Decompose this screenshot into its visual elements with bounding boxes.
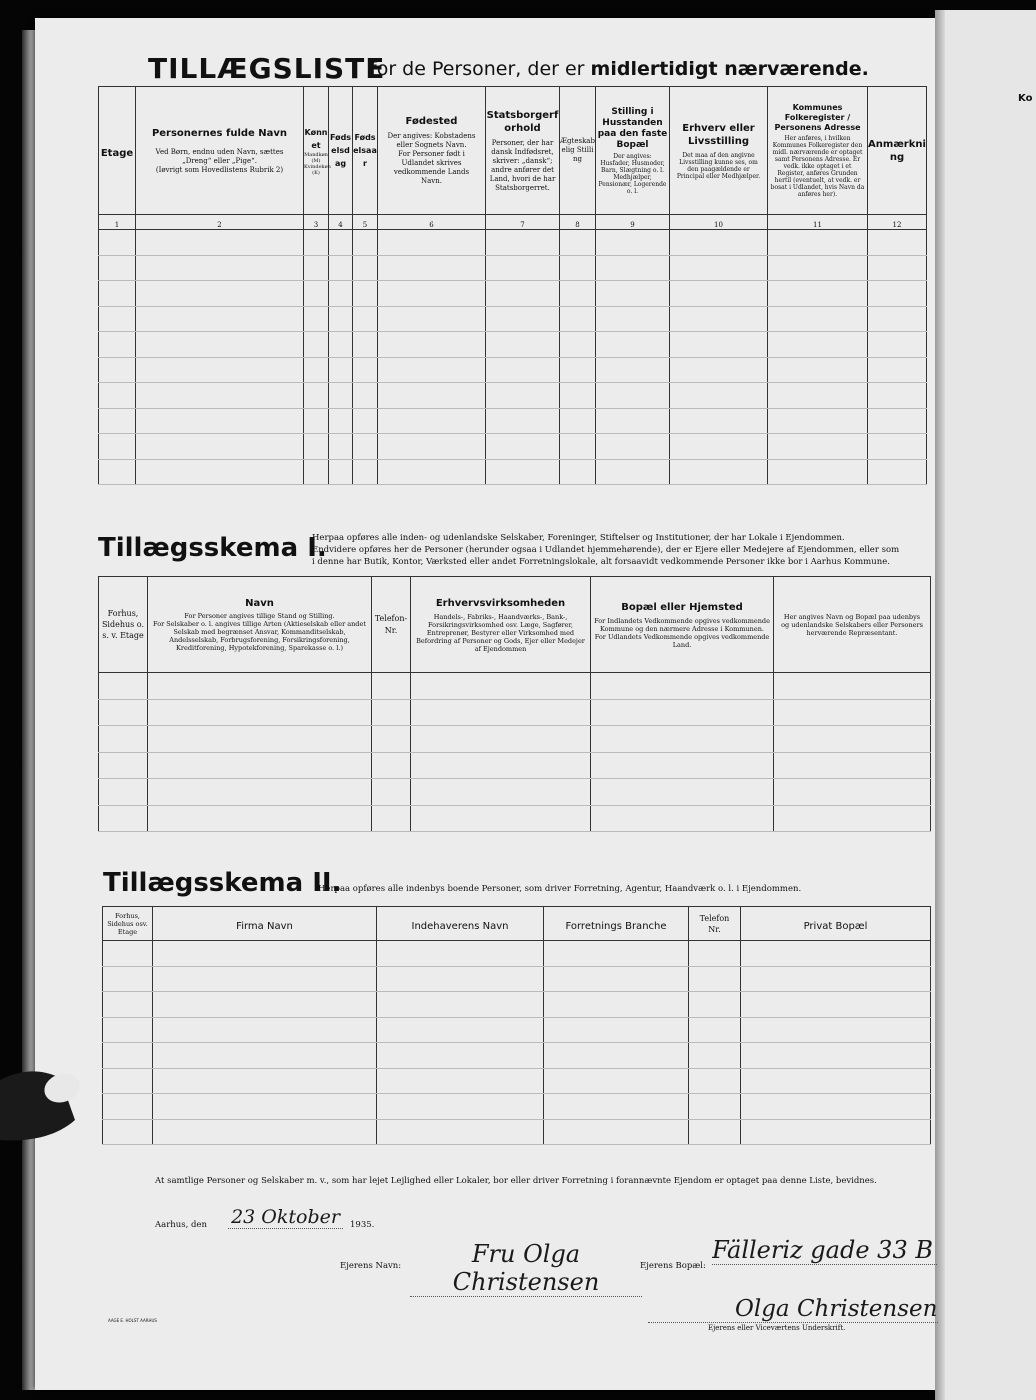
table-cell[interactable] xyxy=(153,966,377,992)
table-cell[interactable] xyxy=(544,941,689,967)
table-cell[interactable] xyxy=(486,230,560,256)
table-cell[interactable] xyxy=(99,726,148,753)
table-cell[interactable] xyxy=(304,306,329,332)
table-cell[interactable] xyxy=(560,459,596,485)
table-cell[interactable] xyxy=(596,459,670,485)
table-cell[interactable] xyxy=(372,805,411,832)
table-cell[interactable] xyxy=(99,459,136,485)
table-cell[interactable] xyxy=(596,357,670,383)
table-cell[interactable] xyxy=(411,699,591,726)
table-cell[interactable] xyxy=(689,992,741,1018)
table-cell[interactable] xyxy=(591,779,774,806)
table-cell[interactable] xyxy=(741,1094,931,1120)
table-cell[interactable] xyxy=(377,1043,544,1069)
table-row[interactable] xyxy=(99,357,927,383)
table-cell[interactable] xyxy=(103,966,153,992)
table-cell[interactable] xyxy=(304,255,329,281)
table-row[interactable] xyxy=(99,673,931,700)
table-cell[interactable] xyxy=(689,941,741,967)
table-cell[interactable] xyxy=(596,383,670,409)
table-cell[interactable] xyxy=(136,459,304,485)
table-cell[interactable] xyxy=(689,1094,741,1120)
table-cell[interactable] xyxy=(768,459,868,485)
list-title: TILLÆGSLISTE xyxy=(148,52,386,85)
table-row[interactable] xyxy=(99,752,931,779)
table-cell[interactable] xyxy=(378,255,486,281)
table-cell[interactable] xyxy=(774,726,931,753)
col-remark: Anmærkning xyxy=(868,87,927,215)
table-cell[interactable] xyxy=(103,1043,153,1069)
table-cell[interactable] xyxy=(99,306,136,332)
table-cell[interactable] xyxy=(560,255,596,281)
table-cell[interactable] xyxy=(544,1119,689,1145)
table-cell[interactable] xyxy=(329,281,353,307)
table-cell[interactable] xyxy=(544,1017,689,1043)
table-cell[interactable] xyxy=(136,281,304,307)
table-cell[interactable] xyxy=(741,1119,931,1145)
table-cell[interactable] xyxy=(560,408,596,434)
table-cell[interactable] xyxy=(353,230,378,256)
table-cell[interactable] xyxy=(670,434,768,460)
table-cell[interactable] xyxy=(560,434,596,460)
table-cell[interactable] xyxy=(99,281,136,307)
table-cell[interactable] xyxy=(304,459,329,485)
table-cell[interactable] xyxy=(353,408,378,434)
table-cell[interactable] xyxy=(378,383,486,409)
table-cell[interactable] xyxy=(868,230,927,256)
table-row[interactable] xyxy=(99,383,927,409)
table-cell[interactable] xyxy=(103,1017,153,1043)
table-cell[interactable] xyxy=(136,255,304,281)
table-cell[interactable] xyxy=(544,1094,689,1120)
place-label: Aarhus, den xyxy=(155,1220,207,1230)
s2-col-etage: Forhus, Sidehus osv. Etage xyxy=(103,907,153,941)
s2-col-branch: Forretnings Branche xyxy=(544,907,689,941)
table-cell[interactable] xyxy=(411,752,591,779)
table-cell[interactable] xyxy=(741,1068,931,1094)
table-cell[interactable] xyxy=(411,805,591,832)
table-cell[interactable] xyxy=(99,383,136,409)
table-cell[interactable] xyxy=(868,383,927,409)
table-cell[interactable] xyxy=(329,332,353,358)
certification-statement: At samtlige Personer og Selskaber m. v., som har lejet Lejlighed eller Lokaler, bor eller driver Forretning i forannævnte Ejendom er optaget paa denne Liste, bevidnes. xyxy=(155,1176,877,1186)
table-cell[interactable] xyxy=(560,230,596,256)
table-cell[interactable] xyxy=(329,230,353,256)
table-cell[interactable] xyxy=(372,779,411,806)
binder-clip-icon xyxy=(0,1060,95,1150)
table-cell[interactable] xyxy=(103,1119,153,1145)
table-cell[interactable] xyxy=(560,383,596,409)
table-cell[interactable] xyxy=(99,673,148,700)
table-row[interactable] xyxy=(99,230,927,256)
signature: Olga Christensen xyxy=(735,1296,938,1322)
schema2-description: Herpaa opføres alle indenbys boende Personer, som driver Forretning, Agentur, Haandværk o. l. i Ejendommen. xyxy=(318,884,802,894)
table-cell[interactable] xyxy=(153,1094,377,1120)
table-row[interactable] xyxy=(103,966,931,992)
table-cell[interactable] xyxy=(486,357,560,383)
table-cell[interactable] xyxy=(136,408,304,434)
table-cell[interactable] xyxy=(378,408,486,434)
table-cell[interactable] xyxy=(136,383,304,409)
book-spine xyxy=(935,10,945,1400)
signature-line xyxy=(648,1322,938,1323)
table-cell[interactable] xyxy=(411,673,591,700)
table-cell[interactable] xyxy=(103,941,153,967)
table-cell[interactable] xyxy=(136,230,304,256)
table-cell[interactable] xyxy=(353,459,378,485)
table-cell[interactable] xyxy=(591,726,774,753)
table-cell[interactable] xyxy=(304,357,329,383)
table-row[interactable] xyxy=(99,805,931,832)
table-cell[interactable] xyxy=(596,306,670,332)
table-row[interactable] xyxy=(103,992,931,1018)
schema1-description: Herpaa opføres alle inden- og udenlandske Selskaber, Foreninger, Stiftelser og Institutioner, der har Lokale i Ejendommen. Endvidere opføres her de Personer (herunder ogsaa i Udlandet hjemmehørende), der er Ejere eller Medejere af Ejendommen, eller som i denne har Butik, Kontor, Værksted eller andet Forretningslokale, alt forsaavidt vedkommende Personer ikke bor i Aarhus Kommune. xyxy=(312,533,900,567)
table-cell[interactable] xyxy=(377,992,544,1018)
table-cell[interactable] xyxy=(377,1119,544,1145)
table-row[interactable] xyxy=(99,281,927,307)
table-cell[interactable] xyxy=(670,255,768,281)
table-cell[interactable] xyxy=(768,332,868,358)
table-row[interactable] xyxy=(103,941,931,967)
date-handwritten: 23 Oktober xyxy=(228,1206,343,1229)
table-cell[interactable] xyxy=(868,281,927,307)
s1-col-residence: Bopæl eller Hjemsted For Indlandets Vedkommende opgives vedkommende Kommune og den nærmere Adresse i Kommunen. For Udlandets Vedkommende opgives vedkommende Land. xyxy=(591,577,774,673)
table-cell[interactable] xyxy=(768,357,868,383)
table-cell[interactable] xyxy=(353,306,378,332)
table-cell[interactable] xyxy=(486,459,560,485)
table-cell[interactable] xyxy=(372,752,411,779)
table-cell[interactable] xyxy=(153,1119,377,1145)
table-cell[interactable] xyxy=(670,459,768,485)
s2-col-owner: Indehaverens Navn xyxy=(377,907,544,941)
table-cell[interactable] xyxy=(329,357,353,383)
table-cell[interactable] xyxy=(353,357,378,383)
table-cell[interactable] xyxy=(670,383,768,409)
table-cell[interactable] xyxy=(768,383,868,409)
table-cell[interactable] xyxy=(768,255,868,281)
table-cell[interactable] xyxy=(774,673,931,700)
table-row[interactable] xyxy=(99,408,927,434)
table-cell[interactable] xyxy=(99,357,136,383)
table-cell[interactable] xyxy=(377,966,544,992)
table-cell[interactable] xyxy=(560,306,596,332)
table-row[interactable] xyxy=(99,779,931,806)
year-label: 1935. xyxy=(350,1220,375,1230)
table-cell[interactable] xyxy=(868,408,927,434)
table-cell[interactable] xyxy=(670,306,768,332)
table-cell[interactable] xyxy=(868,255,927,281)
owner-name-label: Ejerens Navn: xyxy=(340,1261,402,1271)
table-cell[interactable] xyxy=(148,726,372,753)
table-cell[interactable] xyxy=(99,408,136,434)
table-cell[interactable] xyxy=(378,230,486,256)
table-cell[interactable] xyxy=(544,1068,689,1094)
table-cell[interactable] xyxy=(378,434,486,460)
table-cell[interactable] xyxy=(591,673,774,700)
table-cell[interactable] xyxy=(329,383,353,409)
table-cell[interactable] xyxy=(544,966,689,992)
table-cell[interactable] xyxy=(596,434,670,460)
table-row[interactable] xyxy=(103,1068,931,1094)
table-cell[interactable] xyxy=(304,230,329,256)
table-cell[interactable] xyxy=(329,434,353,460)
table-cell[interactable] xyxy=(377,941,544,967)
col-birthyear: Fødselsaar xyxy=(353,87,378,215)
table-cell[interactable] xyxy=(670,332,768,358)
table-cell[interactable] xyxy=(741,1017,931,1043)
table-cell[interactable] xyxy=(148,673,372,700)
table-cell[interactable] xyxy=(486,408,560,434)
main-list-table xyxy=(98,86,927,485)
schema2-body xyxy=(103,941,931,1145)
table-cell[interactable] xyxy=(103,1094,153,1120)
table-cell[interactable] xyxy=(99,779,148,806)
owner-name: Fru Olga Christensen xyxy=(410,1240,642,1297)
table-cell[interactable] xyxy=(486,383,560,409)
signature-label: Ejerens eller Viceværtens Underskrift. xyxy=(708,1324,846,1332)
table-cell[interactable] xyxy=(329,408,353,434)
table-cell[interactable] xyxy=(136,434,304,460)
table-cell[interactable] xyxy=(153,1017,377,1043)
owner-address-label: Ejerens Bopæl: xyxy=(640,1261,706,1271)
table-cell[interactable] xyxy=(741,1043,931,1069)
table-cell[interactable] xyxy=(741,992,931,1018)
table-row[interactable] xyxy=(99,699,931,726)
table-cell[interactable] xyxy=(153,992,377,1018)
table-cell[interactable] xyxy=(560,357,596,383)
main-header-row xyxy=(99,87,927,215)
s1-col-business: Erhvervsvirksomheden Handels-, Fabriks-, Haandværks-, Bank-, Forsikringsvirksomhed osv. Læge, Sagfører, Entreprenør, Bestyrer eller Virksomhed med Befordring af Personer og Gods, Ejer eller Medejer af Ejendommen xyxy=(411,577,591,673)
table-cell[interactable] xyxy=(768,408,868,434)
table-row[interactable] xyxy=(99,434,927,460)
table-cell[interactable] xyxy=(353,383,378,409)
table-cell[interactable] xyxy=(591,805,774,832)
table-cell[interactable] xyxy=(372,726,411,753)
table-cell[interactable] xyxy=(689,1017,741,1043)
table-cell[interactable] xyxy=(136,357,304,383)
schema1-table xyxy=(98,576,931,832)
table-cell[interactable] xyxy=(741,966,931,992)
table-cell[interactable] xyxy=(411,779,591,806)
col-name: Personernes fulde Navn Ved Børn, endnu uden Navn, sættes „Dreng“ eller „Pige“. (Iøvrigt som Hovedlistens Rubrik 2) xyxy=(136,87,304,215)
table-cell[interactable] xyxy=(868,434,927,460)
table-cell[interactable] xyxy=(768,306,868,332)
table-cell[interactable] xyxy=(103,1068,153,1094)
table-cell[interactable] xyxy=(148,752,372,779)
table-cell[interactable] xyxy=(868,332,927,358)
table-cell[interactable] xyxy=(377,1094,544,1120)
printer-imprint: AAGE E. HOLST AARHUS xyxy=(108,1318,157,1323)
table-cell[interactable] xyxy=(353,281,378,307)
table-cell[interactable] xyxy=(378,281,486,307)
table-cell[interactable] xyxy=(353,434,378,460)
table-cell[interactable] xyxy=(411,726,591,753)
table-cell[interactable] xyxy=(153,1068,377,1094)
table-cell[interactable] xyxy=(768,434,868,460)
s2-col-phone: Telefon Nr. xyxy=(689,907,741,941)
table-cell[interactable] xyxy=(377,1068,544,1094)
table-cell[interactable] xyxy=(148,699,372,726)
table-cell[interactable] xyxy=(560,281,596,307)
table-row[interactable] xyxy=(103,1043,931,1069)
list-subtitle: for de Personer, der er midlertidigt nærværende. xyxy=(370,58,869,80)
col-household: Stilling i Husstanden paa den faste Bopæl Der angives: Husfader, Husmoder, Barn, Slægtning o. l. Medhjælper, Pensionær, Logerende o. l. xyxy=(596,87,670,215)
table-cell[interactable] xyxy=(378,332,486,358)
table-row[interactable] xyxy=(103,1017,931,1043)
table-cell[interactable] xyxy=(774,805,931,832)
table-cell[interactable] xyxy=(377,1017,544,1043)
s1-col-representative: Her angives Navn og Bopæl paa udenbys og udenlandske Selskabers eller Personers herværende Repræsentant. xyxy=(774,577,931,673)
table-cell[interactable] xyxy=(591,752,774,779)
table-cell[interactable] xyxy=(378,459,486,485)
col-birthplace: Fødested Der angives: Kobstadens eller Sognets Navn. For Personer født i Udlandet skrives vedkommende Lands Navn. xyxy=(378,87,486,215)
table-row[interactable] xyxy=(99,255,927,281)
table-cell[interactable] xyxy=(486,255,560,281)
schema1-title: Tillægsskema I. xyxy=(98,533,327,563)
table-cell[interactable] xyxy=(560,332,596,358)
table-cell[interactable] xyxy=(378,357,486,383)
schema1-body xyxy=(99,673,931,832)
table-cell[interactable] xyxy=(99,699,148,726)
main-list-body xyxy=(99,230,927,485)
table-row[interactable] xyxy=(103,1094,931,1120)
table-cell[interactable] xyxy=(768,230,868,256)
table-cell[interactable] xyxy=(353,255,378,281)
s2-col-private-address: Privat Bopæl xyxy=(741,907,931,941)
s1-col-etage: Forhus, Sidehus o. s. v. Etage xyxy=(99,577,148,673)
col-birthday: Fødselsdag xyxy=(329,87,353,215)
table-cell[interactable] xyxy=(868,357,927,383)
table-cell[interactable] xyxy=(591,699,774,726)
schema2-table xyxy=(102,906,931,1145)
table-cell[interactable] xyxy=(136,306,304,332)
table-cell[interactable] xyxy=(768,281,868,307)
schema2-title: Tillægsskema II. xyxy=(103,868,342,898)
table-row[interactable] xyxy=(99,306,927,332)
table-cell[interactable] xyxy=(774,699,931,726)
table-cell[interactable] xyxy=(689,1068,741,1094)
table-cell[interactable] xyxy=(99,805,148,832)
table-cell[interactable] xyxy=(544,992,689,1018)
table-cell[interactable] xyxy=(99,752,148,779)
table-cell[interactable] xyxy=(304,408,329,434)
table-cell[interactable] xyxy=(148,779,372,806)
col-etage: Etage xyxy=(99,87,136,215)
table-cell[interactable] xyxy=(136,332,304,358)
table-cell[interactable] xyxy=(372,673,411,700)
col-registry: Kommunes Folkeregister / Personens Adresse Her anføres, i hvilken Kommunes Folkeregister den midl. nærværende er optaget samt Personens Adresse. Er vedk. ikke optaget i et Register, anføres Grunden hertil (eventuelt, at vedk. er bosat i Udlandet, hvis Navn da anføres her). xyxy=(768,87,868,215)
table-cell[interactable] xyxy=(353,332,378,358)
table-cell[interactable] xyxy=(868,306,927,332)
table-cell[interactable] xyxy=(596,230,670,256)
table-cell[interactable] xyxy=(329,459,353,485)
s2-col-firm: Firma Navn xyxy=(153,907,377,941)
table-cell[interactable] xyxy=(304,281,329,307)
col-occupation: Erhverv eller Livsstilling Det maa af den angivne Livsstilling kunne ses, om den paagældende er Principal eller Medhjælper. xyxy=(670,87,768,215)
schema2-header-row xyxy=(103,907,931,941)
page-left-edge xyxy=(22,30,36,1390)
next-page xyxy=(945,10,1036,1400)
table-cell[interactable] xyxy=(329,306,353,332)
table-cell[interactable] xyxy=(670,408,768,434)
table-cell[interactable] xyxy=(689,1119,741,1145)
table-cell[interactable] xyxy=(670,281,768,307)
table-cell[interactable] xyxy=(486,281,560,307)
table-row[interactable] xyxy=(103,1119,931,1145)
s1-col-name: Navn For Personer angives tillige Stand og Stilling. For Selskaber o. l. angives tillige Arten (Aktieselskab eller andet Selskab med begrænset Ansvar, Kommanditselskab, Andelsselskab, Forbrugsforening, Forsikringsforening, Kreditforening, Hypotekforening, Sparekasse o. l.) xyxy=(148,577,372,673)
table-cell[interactable] xyxy=(670,357,768,383)
table-cell[interactable] xyxy=(99,255,136,281)
table-cell[interactable] xyxy=(304,332,329,358)
table-cell[interactable] xyxy=(329,255,353,281)
table-cell[interactable] xyxy=(486,434,560,460)
s1-col-phone: Telefon-Nr. xyxy=(372,577,411,673)
col-citizenship: Statsborgerforhold Personer, der har dansk Indfødsret, skriver: „dansk“; andre anfører det Land, hvori de har Statsborgerret. xyxy=(486,87,560,215)
table-row[interactable] xyxy=(99,459,927,485)
table-cell[interactable] xyxy=(596,332,670,358)
table-cell[interactable] xyxy=(741,941,931,967)
table-cell[interactable] xyxy=(670,230,768,256)
table-cell[interactable] xyxy=(148,805,372,832)
table-cell[interactable] xyxy=(596,408,670,434)
table-cell[interactable] xyxy=(99,434,136,460)
table-cell[interactable] xyxy=(99,230,136,256)
table-cell[interactable] xyxy=(596,255,670,281)
table-cell[interactable] xyxy=(372,699,411,726)
table-cell[interactable] xyxy=(153,1043,377,1069)
table-cell[interactable] xyxy=(689,1043,741,1069)
table-cell[interactable] xyxy=(378,306,486,332)
table-row[interactable] xyxy=(99,726,931,753)
table-cell[interactable] xyxy=(689,966,741,992)
owner-address: Fälleriz gade 33 B xyxy=(712,1236,937,1265)
schema1-header-row xyxy=(99,577,931,673)
column-number-row: 1 2 3 4 5 6 7 8 9 10 11 12 xyxy=(99,215,927,230)
table-row[interactable] xyxy=(99,332,927,358)
table-cell[interactable] xyxy=(868,459,927,485)
table-cell[interactable] xyxy=(103,992,153,1018)
table-cell[interactable] xyxy=(99,332,136,358)
table-cell[interactable] xyxy=(304,383,329,409)
col-marital: Ægteskabelig Stilling xyxy=(560,87,596,215)
table-cell[interactable] xyxy=(486,306,560,332)
table-cell[interactable] xyxy=(774,752,931,779)
table-cell[interactable] xyxy=(486,332,560,358)
table-cell[interactable] xyxy=(544,1043,689,1069)
table-cell[interactable] xyxy=(774,779,931,806)
table-cell[interactable] xyxy=(153,941,377,967)
table-cell[interactable] xyxy=(596,281,670,307)
next-page-text: Ko xyxy=(1018,93,1033,104)
table-cell[interactable] xyxy=(304,434,329,460)
col-gender: Kønnet Mandkøn (M) Kvindekøn (K) xyxy=(304,87,329,215)
